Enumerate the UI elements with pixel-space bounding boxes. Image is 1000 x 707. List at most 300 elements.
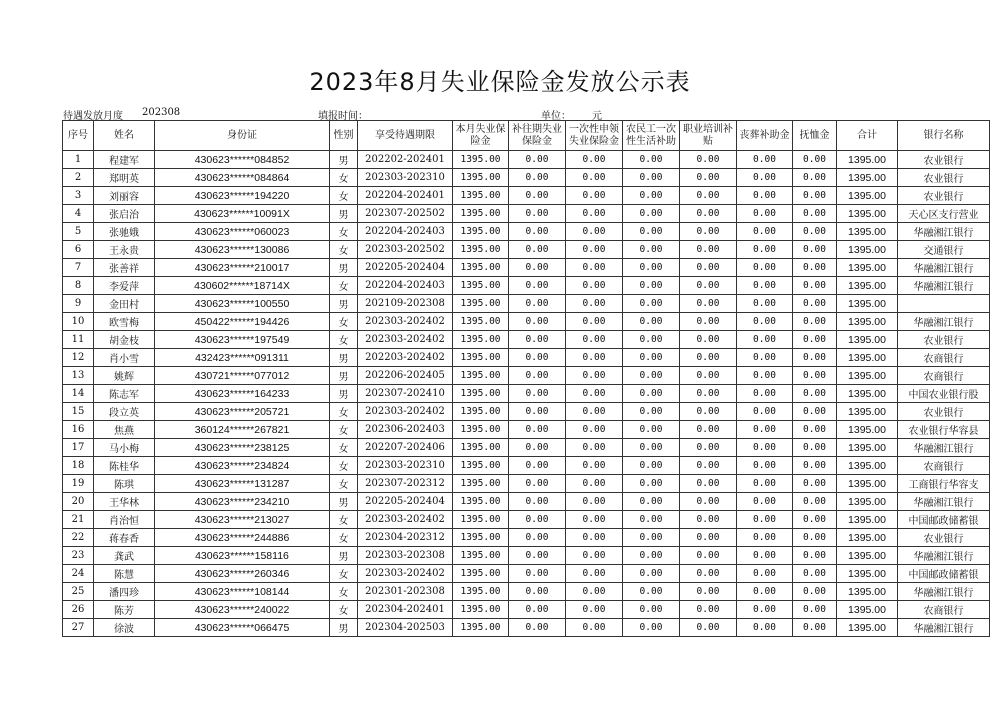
monthly-benefit-cell: 1395.00 (453, 331, 509, 349)
funeral-subsidy-cell: 0.00 (737, 187, 793, 205)
lump-sum-cell: 0.00 (566, 529, 623, 547)
bank-name-cell: 中国邮政储蓄银 (898, 511, 990, 529)
funeral-subsidy-cell: 0.00 (737, 331, 793, 349)
back-pay-cell: 0.00 (509, 169, 566, 187)
person-name-cell: 肖治恒 (94, 511, 155, 529)
row-total-cell: 1395.00 (837, 547, 898, 565)
pension-cell: 0.00 (793, 331, 837, 349)
lump-sum-cell: 0.00 (566, 421, 623, 439)
lump-sum-cell: 0.00 (566, 547, 623, 565)
pension-cell: 0.00 (793, 619, 837, 637)
col-period-header: 享受待遇期限 (358, 121, 453, 151)
id-card-cell: 430721******077012 (155, 367, 330, 385)
id-card-cell: 430623******10091X (155, 205, 330, 223)
gender-cell: 男 (330, 367, 358, 385)
row-total-cell: 1395.00 (837, 169, 898, 187)
row-index-cell: 20 (63, 493, 94, 511)
back-pay-cell: 0.00 (509, 439, 566, 457)
unit-label: 单位： (541, 111, 571, 122)
funeral-subsidy-cell: 0.00 (737, 493, 793, 511)
row-total-cell: 1395.00 (837, 439, 898, 457)
benefit-period-cell: 202303-202310 (358, 169, 453, 187)
training-subsidy-cell: 0.00 (680, 223, 737, 241)
training-subsidy-cell: 0.00 (680, 151, 737, 169)
training-subsidy-cell: 0.00 (680, 277, 737, 295)
migrant-subsidy-cell: 0.00 (623, 565, 680, 583)
pension-cell: 0.00 (793, 205, 837, 223)
pension-cell: 0.00 (793, 529, 837, 547)
back-pay-cell: 0.00 (509, 349, 566, 367)
monthly-benefit-cell: 1395.00 (453, 313, 509, 331)
pension-cell: 0.00 (793, 601, 837, 619)
training-subsidy-cell: 0.00 (680, 457, 737, 475)
table-row (63, 151, 990, 169)
back-pay-cell: 0.00 (509, 313, 566, 331)
table-row (63, 205, 990, 223)
row-index-cell: 2 (63, 169, 94, 187)
gender-cell: 女 (330, 223, 358, 241)
col-lump-sum-header: 一次性申领失业保险金 (566, 121, 623, 151)
migrant-subsidy-cell: 0.00 (623, 259, 680, 277)
training-subsidy-cell: 0.00 (680, 511, 737, 529)
id-card-cell: 430623******131287 (155, 475, 330, 493)
migrant-subsidy-cell: 0.00 (623, 223, 680, 241)
pension-cell: 0.00 (793, 403, 837, 421)
back-pay-cell: 0.00 (509, 619, 566, 637)
person-name-cell: 王永贵 (94, 241, 155, 259)
monthly-benefit-cell: 1395.00 (453, 475, 509, 493)
unit-value: 元 (592, 111, 602, 122)
id-card-cell: 430623******066475 (155, 619, 330, 637)
pension-cell: 0.00 (793, 151, 837, 169)
bank-name-cell: 华融湘江银行 (898, 493, 990, 511)
lump-sum-cell: 0.00 (566, 493, 623, 511)
gender-cell: 男 (330, 349, 358, 367)
bank-name-cell: 农业银行 (898, 529, 990, 547)
funeral-subsidy-cell: 0.00 (737, 475, 793, 493)
funeral-subsidy-cell: 0.00 (737, 439, 793, 457)
table-row (63, 349, 990, 367)
funeral-subsidy-cell: 0.00 (737, 457, 793, 475)
gender-cell: 女 (330, 439, 358, 457)
monthly-benefit-cell: 1395.00 (453, 295, 509, 313)
table-row (63, 241, 990, 259)
col-name-header: 姓名 (94, 121, 155, 151)
lump-sum-cell: 0.00 (566, 313, 623, 331)
funeral-subsidy-cell: 0.00 (737, 277, 793, 295)
col-bank-header: 银行名称 (898, 121, 990, 151)
benefit-period-cell: 202204-202403 (358, 277, 453, 295)
bank-name-cell: 华融湘江银行 (898, 259, 990, 277)
bank-name-cell: 华融湘江银行 (898, 619, 990, 637)
table-row (63, 439, 990, 457)
benefit-period-cell: 202303-202308 (358, 547, 453, 565)
row-index-cell: 24 (63, 565, 94, 583)
lump-sum-cell: 0.00 (566, 511, 623, 529)
bank-name-cell: 农业银行 (898, 151, 990, 169)
row-total-cell: 1395.00 (837, 385, 898, 403)
row-total-cell: 1395.00 (837, 475, 898, 493)
migrant-subsidy-cell: 0.00 (623, 493, 680, 511)
id-card-cell: 430623******084864 (155, 169, 330, 187)
table-row (63, 475, 990, 493)
benefit-period-cell: 202303-202502 (358, 241, 453, 259)
id-card-cell: 430623******213027 (155, 511, 330, 529)
table-row (63, 601, 990, 619)
monthly-benefit-cell: 1395.00 (453, 349, 509, 367)
training-subsidy-cell: 0.00 (680, 241, 737, 259)
funeral-subsidy-cell: 0.00 (737, 511, 793, 529)
bank-name-cell: 农商银行 (898, 367, 990, 385)
fill-time-label: 填报时间： (318, 111, 368, 122)
person-name-cell: 郑明英 (94, 169, 155, 187)
funeral-subsidy-cell: 0.00 (737, 151, 793, 169)
benefit-period-cell: 202303-202402 (358, 313, 453, 331)
funeral-subsidy-cell: 0.00 (737, 241, 793, 259)
row-total-cell: 1395.00 (837, 205, 898, 223)
monthly-benefit-cell: 1395.00 (453, 619, 509, 637)
bank-name-cell: 工商银行华容支 (898, 475, 990, 493)
migrant-subsidy-cell: 0.00 (623, 187, 680, 205)
pension-cell: 0.00 (793, 583, 837, 601)
table-row (63, 421, 990, 439)
row-index-cell: 19 (63, 475, 94, 493)
funeral-subsidy-cell: 0.00 (737, 205, 793, 223)
pension-cell: 0.00 (793, 259, 837, 277)
training-subsidy-cell: 0.00 (680, 385, 737, 403)
back-pay-cell: 0.00 (509, 259, 566, 277)
id-card-cell: 430623******158116 (155, 547, 330, 565)
person-name-cell: 张驰娥 (94, 223, 155, 241)
monthly-benefit-cell: 1395.00 (453, 259, 509, 277)
pension-cell: 0.00 (793, 421, 837, 439)
training-subsidy-cell: 0.00 (680, 187, 737, 205)
row-index-cell: 23 (63, 547, 94, 565)
benefit-period-cell: 202306-202403 (358, 421, 453, 439)
lump-sum-cell: 0.00 (566, 385, 623, 403)
bank-name-cell: 农商银行 (898, 601, 990, 619)
back-pay-cell: 0.00 (509, 205, 566, 223)
row-total-cell: 1395.00 (837, 151, 898, 169)
gender-cell: 男 (330, 493, 358, 511)
lump-sum-cell: 0.00 (566, 241, 623, 259)
back-pay-cell: 0.00 (509, 385, 566, 403)
pension-cell: 0.00 (793, 385, 837, 403)
pension-cell: 0.00 (793, 169, 837, 187)
bank-name-cell: 华融湘江银行 (898, 313, 990, 331)
row-total-cell: 1395.00 (837, 619, 898, 637)
id-card-cell: 430623******060023 (155, 223, 330, 241)
person-name-cell: 肖小雪 (94, 349, 155, 367)
col-funeral-subsidy-header: 丧葬补助金 (737, 121, 793, 151)
gender-cell: 女 (330, 601, 358, 619)
id-card-cell: 360124******267821 (155, 421, 330, 439)
row-total-cell: 1395.00 (837, 295, 898, 313)
col-pension-header: 抚恤金 (793, 121, 837, 151)
col-training-subsidy-header: 职业培训补贴 (680, 121, 737, 151)
pension-cell: 0.00 (793, 565, 837, 583)
table-row (63, 277, 990, 295)
table-row (63, 259, 990, 277)
person-name-cell: 马小梅 (94, 439, 155, 457)
benefit-period-cell: 202204-202401 (358, 187, 453, 205)
col-back-pay-header: 补往期失业保险金 (509, 121, 566, 151)
funeral-subsidy-cell: 0.00 (737, 367, 793, 385)
migrant-subsidy-cell: 0.00 (623, 475, 680, 493)
id-card-cell: 430602******18714X (155, 277, 330, 295)
person-name-cell: 蒋春香 (94, 529, 155, 547)
row-index-cell: 18 (63, 457, 94, 475)
training-subsidy-cell: 0.00 (680, 205, 737, 223)
monthly-benefit-cell: 1395.00 (453, 169, 509, 187)
bank-name-cell: 华融湘江银行 (898, 223, 990, 241)
lump-sum-cell: 0.00 (566, 601, 623, 619)
lump-sum-cell: 0.00 (566, 457, 623, 475)
gender-cell: 女 (330, 583, 358, 601)
back-pay-cell: 0.00 (509, 151, 566, 169)
funeral-subsidy-cell: 0.00 (737, 313, 793, 331)
lump-sum-cell: 0.00 (566, 277, 623, 295)
row-total-cell: 1395.00 (837, 529, 898, 547)
gender-cell: 女 (330, 511, 358, 529)
benefit-period-cell: 202205-202404 (358, 259, 453, 277)
funeral-subsidy-cell: 0.00 (737, 583, 793, 601)
month-value: 202308 (142, 107, 181, 118)
gender-cell: 男 (330, 151, 358, 169)
back-pay-cell: 0.00 (509, 511, 566, 529)
lump-sum-cell: 0.00 (566, 331, 623, 349)
back-pay-cell: 0.00 (509, 331, 566, 349)
funeral-subsidy-cell: 0.00 (737, 565, 793, 583)
funeral-subsidy-cell: 0.00 (737, 259, 793, 277)
benefit-period-cell: 202304-202312 (358, 529, 453, 547)
training-subsidy-cell: 0.00 (680, 619, 737, 637)
monthly-benefit-cell: 1395.00 (453, 187, 509, 205)
person-name-cell: 陈琪 (94, 475, 155, 493)
table-row (63, 547, 990, 565)
benefit-period-cell: 202203-202402 (358, 349, 453, 367)
funeral-subsidy-cell: 0.00 (737, 349, 793, 367)
id-card-cell: 430623******244886 (155, 529, 330, 547)
training-subsidy-cell: 0.00 (680, 493, 737, 511)
back-pay-cell: 0.00 (509, 583, 566, 601)
lump-sum-cell: 0.00 (566, 403, 623, 421)
funeral-subsidy-cell: 0.00 (737, 547, 793, 565)
migrant-subsidy-cell: 0.00 (623, 331, 680, 349)
funeral-subsidy-cell: 0.00 (737, 619, 793, 637)
training-subsidy-cell: 0.00 (680, 403, 737, 421)
table-row (63, 583, 990, 601)
row-index-cell: 17 (63, 439, 94, 457)
migrant-subsidy-cell: 0.00 (623, 619, 680, 637)
id-card-cell: 430623******234824 (155, 457, 330, 475)
row-index-cell: 14 (63, 385, 94, 403)
table-row (63, 529, 990, 547)
training-subsidy-cell: 0.00 (680, 349, 737, 367)
training-subsidy-cell: 0.00 (680, 583, 737, 601)
funeral-subsidy-cell: 0.00 (737, 601, 793, 619)
table-row (63, 403, 990, 421)
training-subsidy-cell: 0.00 (680, 295, 737, 313)
monthly-benefit-cell: 1395.00 (453, 547, 509, 565)
person-name-cell: 欧雪梅 (94, 313, 155, 331)
id-card-cell: 430623******260346 (155, 565, 330, 583)
migrant-subsidy-cell: 0.00 (623, 601, 680, 619)
lump-sum-cell: 0.00 (566, 475, 623, 493)
row-index-cell: 21 (63, 511, 94, 529)
pension-cell: 0.00 (793, 349, 837, 367)
id-card-cell: 430623******108144 (155, 583, 330, 601)
row-index-cell: 13 (63, 367, 94, 385)
table-row (63, 619, 990, 637)
training-subsidy-cell: 0.00 (680, 259, 737, 277)
migrant-subsidy-cell: 0.00 (623, 547, 680, 565)
person-name-cell: 胡金枝 (94, 331, 155, 349)
lump-sum-cell: 0.00 (566, 169, 623, 187)
lump-sum-cell: 0.00 (566, 223, 623, 241)
gender-cell: 女 (330, 457, 358, 475)
monthly-benefit-cell: 1395.00 (453, 277, 509, 295)
pension-cell: 0.00 (793, 277, 837, 295)
person-name-cell: 李爱萍 (94, 277, 155, 295)
migrant-subsidy-cell: 0.00 (623, 421, 680, 439)
row-index-cell: 15 (63, 403, 94, 421)
table-body (63, 151, 990, 637)
training-subsidy-cell: 0.00 (680, 475, 737, 493)
row-index-cell: 4 (63, 205, 94, 223)
monthly-benefit-cell: 1395.00 (453, 385, 509, 403)
benefit-period-cell: 202303-202402 (358, 331, 453, 349)
row-index-cell: 12 (63, 349, 94, 367)
pension-cell: 0.00 (793, 439, 837, 457)
lump-sum-cell: 0.00 (566, 565, 623, 583)
person-name-cell: 陈慧 (94, 565, 155, 583)
benefit-period-cell: 202301-202308 (358, 583, 453, 601)
table-row (63, 169, 990, 187)
id-card-cell: 430623******234210 (155, 493, 330, 511)
row-index-cell: 22 (63, 529, 94, 547)
person-name-cell: 段立英 (94, 403, 155, 421)
lump-sum-cell: 0.00 (566, 619, 623, 637)
lump-sum-cell: 0.00 (566, 151, 623, 169)
id-card-cell: 430623******130086 (155, 241, 330, 259)
training-subsidy-cell: 0.00 (680, 421, 737, 439)
training-subsidy-cell: 0.00 (680, 331, 737, 349)
bank-name-cell (898, 295, 990, 313)
gender-cell: 男 (330, 547, 358, 565)
monthly-benefit-cell: 1395.00 (453, 511, 509, 529)
col-index-header: 序号 (63, 121, 94, 151)
pension-cell: 0.00 (793, 511, 837, 529)
lump-sum-cell: 0.00 (566, 259, 623, 277)
migrant-subsidy-cell: 0.00 (623, 529, 680, 547)
gender-cell: 男 (330, 295, 358, 313)
row-total-cell: 1395.00 (837, 583, 898, 601)
row-index-cell: 26 (63, 601, 94, 619)
back-pay-cell: 0.00 (509, 601, 566, 619)
migrant-subsidy-cell: 0.00 (623, 511, 680, 529)
monthly-benefit-cell: 1395.00 (453, 601, 509, 619)
gender-cell: 女 (330, 313, 358, 331)
monthly-benefit-cell: 1395.00 (453, 223, 509, 241)
gender-cell: 女 (330, 421, 358, 439)
bank-name-cell: 天心区支行营业 (898, 205, 990, 223)
row-total-cell: 1395.00 (837, 493, 898, 511)
back-pay-cell: 0.00 (509, 241, 566, 259)
funeral-subsidy-cell: 0.00 (737, 385, 793, 403)
migrant-subsidy-cell: 0.00 (623, 349, 680, 367)
row-index-cell: 27 (63, 619, 94, 637)
pension-cell: 0.00 (793, 295, 837, 313)
migrant-subsidy-cell: 0.00 (623, 583, 680, 601)
funeral-subsidy-cell: 0.00 (737, 169, 793, 187)
back-pay-cell: 0.00 (509, 223, 566, 241)
training-subsidy-cell: 0.00 (680, 529, 737, 547)
person-name-cell: 潘四珍 (94, 583, 155, 601)
person-name-cell: 陈桂华 (94, 457, 155, 475)
table-row (63, 223, 990, 241)
gender-cell: 女 (330, 241, 358, 259)
lump-sum-cell: 0.00 (566, 187, 623, 205)
benefit-period-cell: 202206-202405 (358, 367, 453, 385)
row-index-cell: 8 (63, 277, 94, 295)
pension-cell: 0.00 (793, 457, 837, 475)
table-row (63, 565, 990, 583)
gender-cell: 女 (330, 187, 358, 205)
funeral-subsidy-cell: 0.00 (737, 529, 793, 547)
migrant-subsidy-cell: 0.00 (623, 277, 680, 295)
gender-cell: 女 (330, 565, 358, 583)
benefit-period-cell: 202303-202310 (358, 457, 453, 475)
monthly-benefit-cell: 1395.00 (453, 367, 509, 385)
pension-cell: 0.00 (793, 187, 837, 205)
migrant-subsidy-cell: 0.00 (623, 457, 680, 475)
person-name-cell: 程建军 (94, 151, 155, 169)
training-subsidy-cell: 0.00 (680, 565, 737, 583)
person-name-cell: 徐波 (94, 619, 155, 637)
row-total-cell: 1395.00 (837, 241, 898, 259)
row-total-cell: 1395.00 (837, 511, 898, 529)
table-row (63, 457, 990, 475)
col-gender-header: 性别 (330, 121, 358, 151)
lump-sum-cell: 0.00 (566, 367, 623, 385)
monthly-benefit-cell: 1395.00 (453, 565, 509, 583)
benefit-period-cell: 202109-202308 (358, 295, 453, 313)
person-name-cell: 张善祥 (94, 259, 155, 277)
person-name-cell: 龚武 (94, 547, 155, 565)
row-index-cell: 16 (63, 421, 94, 439)
bank-name-cell: 农业银行 (898, 187, 990, 205)
funeral-subsidy-cell: 0.00 (737, 295, 793, 313)
funeral-subsidy-cell: 0.00 (737, 403, 793, 421)
gender-cell: 女 (330, 277, 358, 295)
benefit-period-cell: 202207-202406 (358, 439, 453, 457)
table-row (63, 511, 990, 529)
row-index-cell: 6 (63, 241, 94, 259)
gender-cell: 女 (330, 529, 358, 547)
bank-name-cell: 农业银行 (898, 331, 990, 349)
training-subsidy-cell: 0.00 (680, 169, 737, 187)
monthly-benefit-cell: 1395.00 (453, 439, 509, 457)
gender-cell: 女 (330, 331, 358, 349)
table-row (63, 493, 990, 511)
back-pay-cell: 0.00 (509, 457, 566, 475)
back-pay-cell: 0.00 (509, 547, 566, 565)
benefit-period-cell: 202205-202404 (358, 493, 453, 511)
row-total-cell: 1395.00 (837, 601, 898, 619)
row-total-cell: 1395.00 (837, 565, 898, 583)
person-name-cell: 陈芳 (94, 601, 155, 619)
